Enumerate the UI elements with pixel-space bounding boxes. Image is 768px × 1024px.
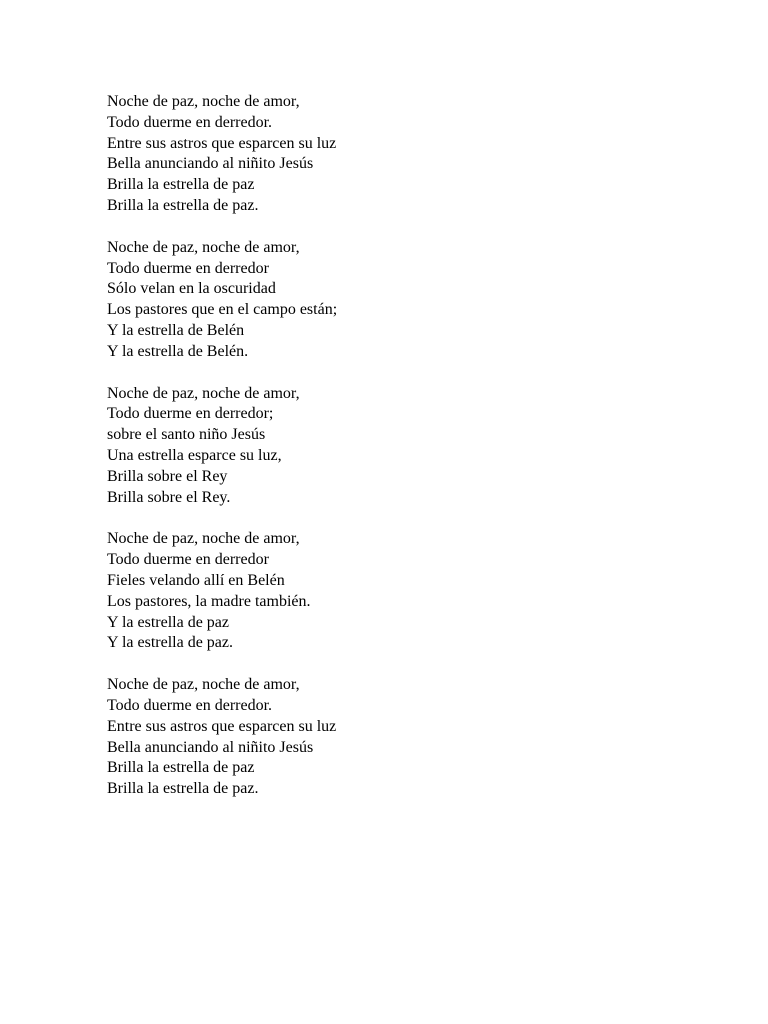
poem-line: Los pastores que en el campo están;: [107, 301, 338, 319]
poem-line: sobre el santo niño Jesús: [107, 426, 266, 444]
poem-line: Y la estrella de paz.: [107, 634, 234, 652]
poem-line: Entre sus astros que esparcen su luz: [107, 717, 337, 735]
stanza-2: [107, 238, 707, 363]
poem-line: Todo duerme en derredor: [107, 551, 269, 569]
poem-line: Noche de paz, noche de amor,: [107, 530, 300, 548]
poem-line: Los pastores, la madre también.: [107, 592, 311, 610]
poem-line: Brilla la estrella de paz.: [107, 196, 259, 214]
poem-line: Sólo velan en la oscuridad: [107, 280, 276, 298]
stanza-4: [107, 529, 707, 654]
poem-body: [107, 92, 707, 821]
poem-line: Brilla la estrella de paz: [107, 759, 255, 777]
poem-line: Brilla la estrella de paz.: [107, 780, 259, 798]
poem-line: Todo duerme en derredor.: [107, 696, 273, 714]
poem-line: Todo duerme en derredor.: [107, 113, 273, 131]
poem-line: Y la estrella de paz: [107, 613, 230, 631]
poem-line: Noche de paz, noche de amor,: [107, 93, 300, 110]
poem-line: Todo duerme en derredor: [107, 259, 269, 277]
stanza-5: [107, 675, 707, 800]
poem-line: Bella anunciando al niñito Jesús: [107, 738, 314, 756]
poem-line: Fieles velando allí en Belén: [107, 571, 285, 589]
poem-line: Brilla sobre el Rey: [107, 467, 228, 485]
poem-line: Y la estrella de Belén.: [107, 342, 249, 360]
poem-line: Y la estrella de Belén: [107, 321, 245, 339]
stanza-1: [107, 92, 707, 217]
poem-line: Todo duerme en derredor;: [107, 405, 274, 423]
poem-line: Noche de paz, noche de amor,: [107, 238, 300, 256]
poem-line: Bella anunciando al niñito Jesús: [107, 155, 314, 173]
poem-line: Una estrella esparce su luz,: [107, 446, 282, 464]
poem-line: Noche de paz, noche de amor,: [107, 384, 300, 402]
poem-line: Entre sus astros que esparcen su luz: [107, 134, 337, 152]
poem-line: Noche de paz, noche de amor,: [107, 676, 300, 694]
poem-line: Brilla sobre el Rey.: [107, 488, 231, 506]
poem-line: Brilla la estrella de paz: [107, 176, 255, 194]
stanza-3: [107, 384, 707, 509]
